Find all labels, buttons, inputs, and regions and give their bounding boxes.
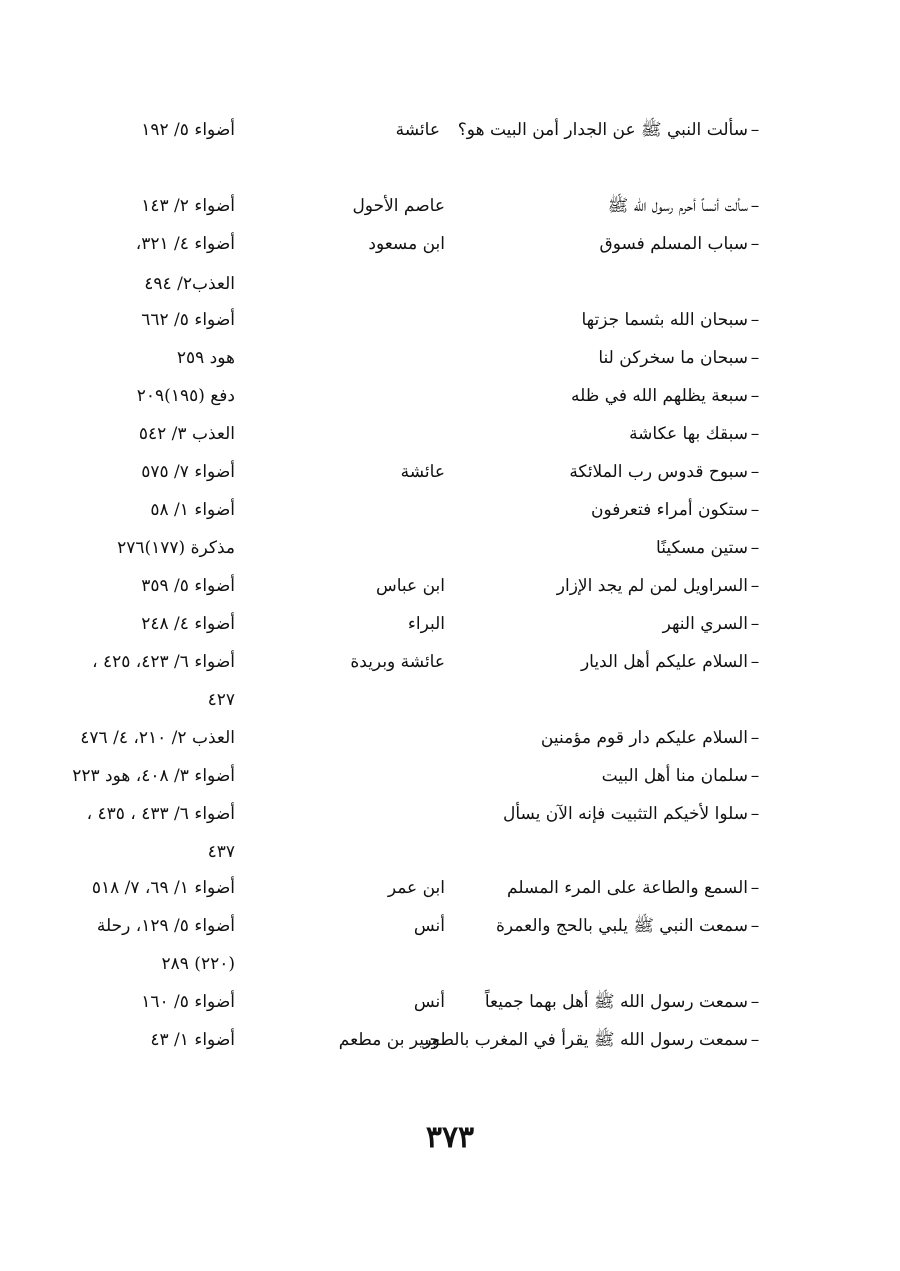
source-reference: أضواء ١/ ٥٨ (150, 500, 235, 520)
bullet-dash: – (750, 424, 760, 444)
hadith-text: سمعت رسول الله ﷺ أهل بهما جميعاً (484, 992, 748, 1012)
list-item (0, 758, 900, 794)
list-item (0, 568, 900, 604)
list-item (0, 340, 900, 376)
narrator: أنس (413, 992, 445, 1012)
source-reference: أضواء ٥/ ١٢٩، رحلة (96, 916, 235, 936)
source-reference: العذب ٣/ ٥٤٢ (138, 424, 235, 444)
hadith-text: ستين مسكينًا (656, 538, 748, 558)
source-reference: أضواء ١/ ٤٣ (150, 1030, 235, 1050)
source-reference-continued: (٢٢٠) ٢٨٩ (161, 954, 235, 974)
narrator: أنس (413, 916, 445, 936)
hadith-text: سلمان منا أهل البيت (601, 766, 748, 786)
source-reference-continued: ٤٣٧ (207, 842, 235, 862)
source-reference: أضواء ٥/ ٣٥٩ (141, 576, 235, 596)
list-item (0, 378, 900, 414)
source-reference: أضواء ٤/ ٢٤٨ (141, 614, 235, 634)
list-item (0, 416, 900, 452)
bullet-dash: – (750, 234, 760, 254)
narrator: ابن مسعود (368, 234, 445, 254)
source-reference: أضواء ٥/ ١٩٢ (141, 120, 235, 140)
narrator: عاصم الأحول (352, 196, 445, 216)
list-item (0, 908, 900, 944)
hadith-text: السلام عليكم أهل الديار (580, 652, 748, 672)
narrator: عائشة (395, 120, 440, 140)
bullet-dash: – (750, 310, 760, 330)
source-reference: أضواء ٢/ ١٤٣ (141, 196, 235, 216)
narrator: ابن عمر (387, 878, 445, 898)
source-reference: هود ٢٥٩ (176, 348, 235, 368)
source-reference: دفع (١٩٥)٢٠٩ (136, 386, 235, 406)
narrator: ابن عباس (375, 576, 445, 596)
narrator: جبير بن مطعم (338, 1030, 440, 1050)
list-item (0, 492, 900, 528)
source-reference-continued: العذب٢/ ٤٩٤ (144, 274, 235, 294)
bullet-dash: – (750, 766, 760, 786)
hadith-text: سباب المسلم فسوق (599, 234, 748, 254)
bullet-dash: – (750, 1030, 760, 1050)
bullet-dash: – (750, 538, 760, 558)
list-item (0, 796, 900, 832)
bullet-dash: – (750, 652, 760, 672)
narrator: عائشة (400, 462, 445, 482)
source-reference: أضواء ٥/ ٦٦٢ (141, 310, 235, 330)
page-number: ٣٧٣ (425, 1120, 475, 1155)
source-reference: أضواء ١/ ٦٩، ٧/ ٥١٨ (91, 878, 235, 898)
bullet-dash: – (750, 804, 760, 824)
bullet-dash: – (750, 992, 760, 1012)
hadith-text: سبقك بها عكاشة (629, 424, 748, 444)
hadith-text: سمعت النبي ﷺ يلبي بالحج والعمرة (496, 916, 748, 936)
bullet-dash: – (750, 576, 760, 596)
hadith-text: السلام عليكم دار قوم مؤمنين (540, 728, 748, 748)
bullet-dash: – (750, 120, 760, 140)
hadith-text: سألت أنساً أحرم رسول الله ﷺ (607, 196, 748, 216)
hadith-text: سألت النبي ﷺ عن الجدار أمن البيت هو؟ (457, 120, 748, 140)
source-reference: أضواء ٦/ ٤٢٣، ٤٢٥ ، (92, 652, 235, 672)
list-item (0, 720, 900, 756)
bullet-dash: – (750, 386, 760, 406)
source-reference-continued: ٤٢٧ (207, 690, 235, 710)
source-reference: أضواء ٦/ ٤٣٣ ، ٤٣٥ ، (86, 804, 235, 824)
bullet-dash: – (750, 614, 760, 634)
bullet-dash: – (750, 878, 760, 898)
list-item (0, 530, 900, 566)
list-item (0, 112, 900, 148)
hadith-text: ستكون أمراء فتعرفون (591, 500, 748, 520)
list-item (0, 870, 900, 906)
hadith-text: سبحان الله بثسما جزتها (581, 310, 748, 330)
hadith-text: سمعت رسول الله ﷺ يقرأ في المغرب بالطور (423, 1030, 748, 1050)
hadith-text: سبعة يظلهم الله في ظله (571, 386, 748, 406)
bullet-dash: – (750, 348, 760, 368)
list-item (0, 226, 900, 262)
hadith-text: السراويل لمن لم يجد الإزار (556, 576, 748, 596)
source-reference: أضواء ٣/ ٤٠٨، هود ٢٢٣ (72, 766, 235, 786)
bullet-dash: – (750, 916, 760, 936)
source-reference: مذكرة (١٧٧)٢٧٦ (117, 538, 235, 558)
list-item (0, 644, 900, 680)
bullet-dash: – (750, 196, 760, 216)
narrator: البراء (407, 614, 445, 634)
source-reference: العذب ٢/ ٢١٠، ٤/ ٤٧٦ (80, 728, 235, 748)
hadith-text: السمع والطاعة على المرء المسلم (507, 878, 748, 898)
hadith-text: السري النهر (662, 614, 748, 634)
list-item-continuation (0, 266, 900, 302)
hadith-text: سلوا لأخيكم التثبيت فإنه الآن يسأل (502, 804, 748, 824)
narrator: عائشة وبريدة (350, 652, 445, 672)
bullet-dash: – (750, 500, 760, 520)
list-item (0, 1022, 900, 1058)
source-reference: أضواء ٤/ ٣٢١، (135, 234, 235, 254)
source-reference: أضواء ٧/ ٥٧٥ (141, 462, 235, 482)
hadith-text: سبحان ما سخركن لنا (598, 348, 748, 368)
bullet-dash: – (750, 728, 760, 748)
list-item (0, 606, 900, 642)
source-reference: أضواء ٥/ ١٦٠ (141, 992, 235, 1012)
list-item (0, 302, 900, 338)
hadith-text: سبوح قدوس رب الملائكة (569, 462, 748, 482)
bullet-dash: – (750, 462, 760, 482)
list-item-continuation (0, 682, 900, 718)
list-item (0, 188, 900, 224)
list-item (0, 984, 900, 1020)
list-item (0, 454, 900, 490)
list-item-continuation (0, 834, 900, 870)
list-item-continuation (0, 946, 900, 982)
